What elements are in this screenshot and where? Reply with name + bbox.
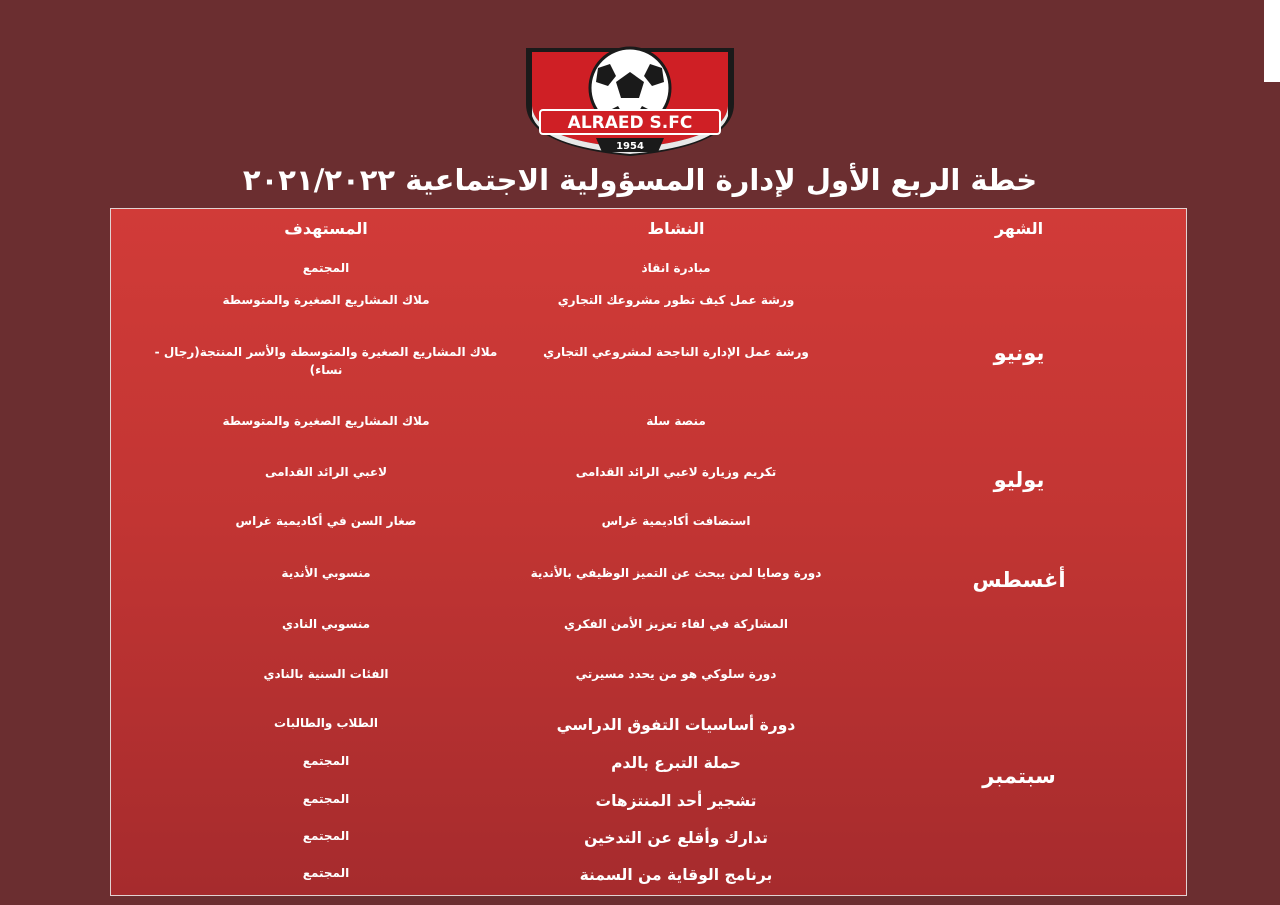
- activity-cell: برنامج الوقاية من السمنة: [579, 866, 773, 884]
- activity-cell: منصة سلة: [646, 414, 706, 428]
- target-cell: منسوبي النادي: [281, 617, 371, 631]
- header-month: الشهر: [994, 219, 1044, 238]
- month-august: أغسطس: [972, 568, 1066, 592]
- target-cell: منسوبي الأندية: [281, 566, 371, 580]
- target-cell: ملاك المشاريع الصغيرة والمتوسطة: [222, 414, 430, 428]
- activity-cell: دورة أساسيات التفوق الدراسي: [556, 716, 796, 734]
- club-logo: [518, 42, 742, 160]
- logo-name-text: ALRAED S.FC: [567, 113, 693, 133]
- page-title: خطة الربع الأول لإدارة المسؤولية الاجتماعية ٢٠٢١/٢٠٢٢: [242, 163, 1038, 197]
- plan-table: [110, 208, 1187, 896]
- activity-cell: دورة سلوكي هو من يحدد مسيرتي: [575, 667, 777, 681]
- month-july: يوليو: [993, 468, 1045, 492]
- activity-cell: ورشة عمل كيف تطور مشروعك التجاري: [557, 293, 795, 307]
- target-cell: صغار السن في أكاديمية غراس: [235, 514, 417, 528]
- target-cell: المجتمع: [302, 792, 350, 806]
- activity-cell: تدارك وأقلع عن التدخين: [584, 829, 768, 847]
- target-cell: ملاك المشاريع الصغيرة والمتوسطة: [222, 293, 430, 307]
- target-cell: المجتمع: [302, 754, 350, 768]
- activity-cell: استضافت أكاديمية غراس: [601, 514, 751, 528]
- activity-cell: مبادرة انقاذ: [641, 261, 711, 275]
- logo-year-text: 1954: [616, 141, 644, 152]
- target-cell: ملاك المشاريع الصغيرة والمتوسطة والأسر المنتجة(رجال - نساء): [154, 345, 498, 377]
- header-target: المستهدف: [284, 219, 368, 238]
- target-cell: الفئات السنية بالنادي: [263, 667, 389, 681]
- activity-cell: حملة التبرع بالدم: [611, 754, 741, 772]
- target-cell: الطلاب والطالبات: [274, 716, 378, 730]
- target-cell: المجتمع: [302, 829, 350, 843]
- activity-cell: تكريم وزيارة لاعبي الرائد القدامى: [575, 465, 777, 479]
- header-activity: النشاط: [647, 219, 705, 238]
- target-cell: المجتمع: [302, 866, 350, 880]
- activity-cell: ورشة عمل الإدارة الناجحة لمشروعي التجاري: [543, 345, 809, 359]
- activity-cell: تشجير أحد المنتزهات: [595, 792, 757, 810]
- target-cell: لاعبي الرائد القدامى: [264, 465, 388, 479]
- month-june: يونيو: [993, 341, 1045, 365]
- activity-cell: المشاركة في لقاء تعزيز الأمن الفكري: [564, 617, 788, 631]
- activity-cell: دورة وصايا لمن يبحث عن التميز الوظيفي بالأندية: [530, 566, 822, 580]
- month-september: سبتمبر: [982, 764, 1056, 788]
- target-cell: المجتمع: [302, 261, 350, 275]
- corner-white-panel: [1264, 0, 1280, 82]
